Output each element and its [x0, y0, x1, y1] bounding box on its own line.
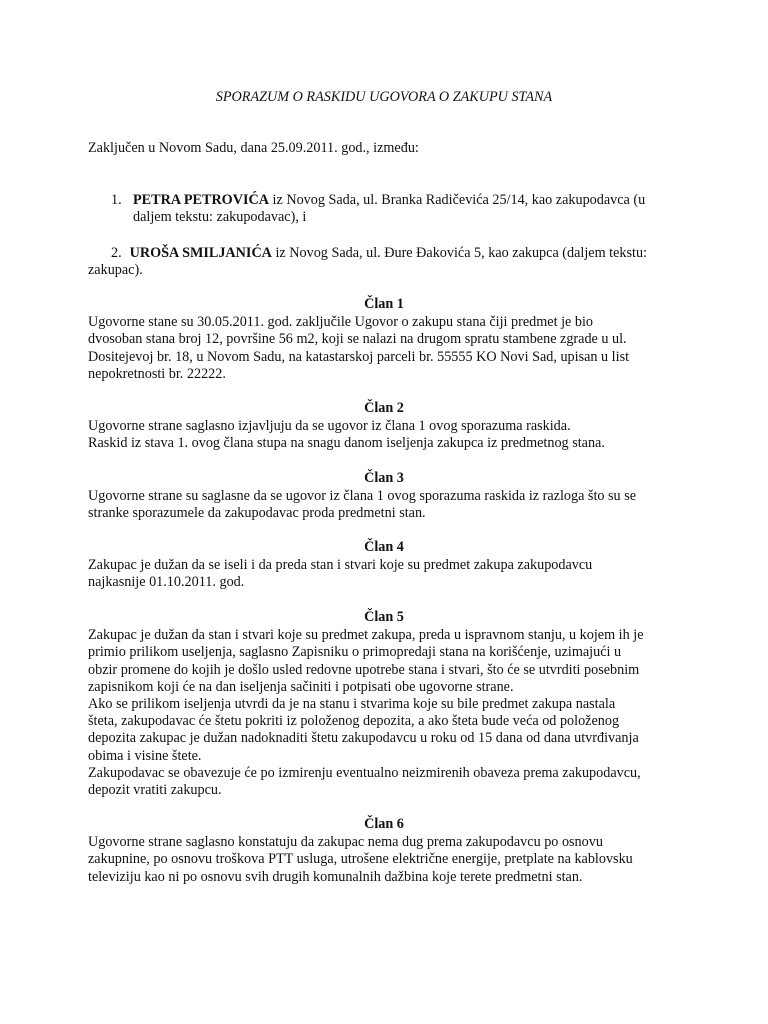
article-line: depozit vratiti zakupcu.	[88, 782, 222, 799]
party-text	[133, 192, 691, 226]
article-3	[88, 470, 688, 523]
article-line: stranke sporazumele da zakupodavac proda predmetni stan.	[88, 505, 426, 522]
party-number: 1.	[111, 192, 122, 208]
article-line: obzir promene do kojih je došlo usled redovne upotrebe stana i stvari, što će se utvrditi posebnim	[88, 661, 640, 678]
article-line: Ako se prilikom iseljenja utvrdi da je na stanu i stvarima koje su bile predmet zakupa nastala	[88, 696, 616, 713]
article-line: zakupnine, po osnovu troškova PTT usluga, utrošene električne energije, pretplate na kablovsku	[88, 851, 633, 868]
article-heading: Član 2	[364, 400, 404, 416]
article-heading: Član 4	[364, 539, 404, 555]
article-line: depozita zakupac je dužan nadoknaditi štetu zakupodavcu u roku od 15 dana od dana utvrđivanja	[88, 730, 639, 747]
party-item-2	[88, 245, 680, 279]
article-line: Ugovorne strane su saglasne da se ugovor iz člana 1 ovog sporazuma raskida iz razloga što su se	[88, 488, 637, 505]
article-2	[88, 400, 688, 453]
article-heading: Član 6	[364, 816, 404, 832]
article-line: zapisnikom koji će na dan iseljenja sačiniti i potpisati obe ugovorne strane.	[88, 678, 514, 695]
article-line: Raskid iz stava 1. ovog člana stupa na snagu danom iseljenja zakupca iz predmetnog stana.	[88, 435, 605, 452]
document-title: SPORAZUM O RASKIDU UGOVORA O ZAKUPU STANA	[215, 89, 553, 105]
article-line: primio prilikom useljenja, saglasno Zapisniku o primopredaji stana na korišćenje, uzimajući u	[88, 644, 622, 661]
article-line: Zakupodavac se obavezuje će po izmirenju eventualno neizmirenih obaveza prema zakupodavcu,	[88, 764, 641, 781]
article-heading: Član 3	[364, 470, 404, 486]
article-4	[88, 539, 688, 592]
party-details: iz Novog Sada, ul. Đure Đakovića 5, kao zakupca (daljem tekstu: zakupac).	[88, 245, 647, 279]
article-1	[88, 296, 688, 383]
article-line: Ugovorne strane saglasno konstatuju da zakupac nema dug prema zakupodavcu po osnovu	[88, 834, 603, 851]
article-line: Ugovorne stane su 30.05.2011. god. zaključile Ugovor o zakupu stana čiji predmet je bio	[88, 314, 593, 331]
party-details-cont: daljem tekstu: zakupodavac), i	[133, 209, 307, 226]
party-details: iz Novog Sada, ul. Branka Radičevića 25/14, kao zakupodavca (u	[268, 192, 646, 208]
article-5	[88, 609, 688, 799]
party-number: 2.	[111, 245, 122, 261]
article-line: Zakupac je dužan da stan i stvari koje su predmet zakupa, preda u ispravnom stanju, u kojem ih je	[88, 627, 644, 644]
intro-line: Zaključen u Novom Sadu, dana 25.09.2011. god., između:	[88, 140, 419, 156]
article-6	[88, 816, 688, 886]
article-heading: Član 1	[364, 296, 404, 312]
article-heading: Član 5	[364, 609, 404, 625]
party-name: PETRA PETROVIĆA	[133, 192, 269, 208]
article-line: obima i visine štete.	[88, 747, 202, 764]
party-name: UROŠA SMILJANIĆA	[129, 245, 272, 261]
article-line: šteta, zakupodavac će štetu pokriti iz položenog depozita, a ako šteta bude veća od položenog	[88, 713, 620, 730]
article-line: Ugovorne strane saglasno izjavljuju da se ugovor iz člana 1 ovog sporazuma raskida.	[88, 418, 571, 435]
article-line: televiziju kao ni po osnovu svih drugih komunalnih dažbina koje terete predmetni stan.	[88, 868, 583, 885]
article-line: najkasnije 01.10.2011. god.	[88, 574, 245, 591]
party-item-1	[111, 192, 691, 226]
article-line: Dositejevoj br. 18, u Novom Sadu, na katastarskoj parceli br. 55555 KO Novi Sad, upisan u list	[88, 348, 630, 365]
article-line: Zakupac je dužan da se iseli i da preda stan i stvari koje su predmet zakupa zakupodavcu	[88, 557, 593, 574]
article-line: dvosoban stana broj 12, površine 56 m2, koji se nalazi na drugom spratu stambene zgrade u ul.	[88, 331, 627, 348]
article-line: nepokretnosti br. 22222.	[88, 365, 226, 382]
